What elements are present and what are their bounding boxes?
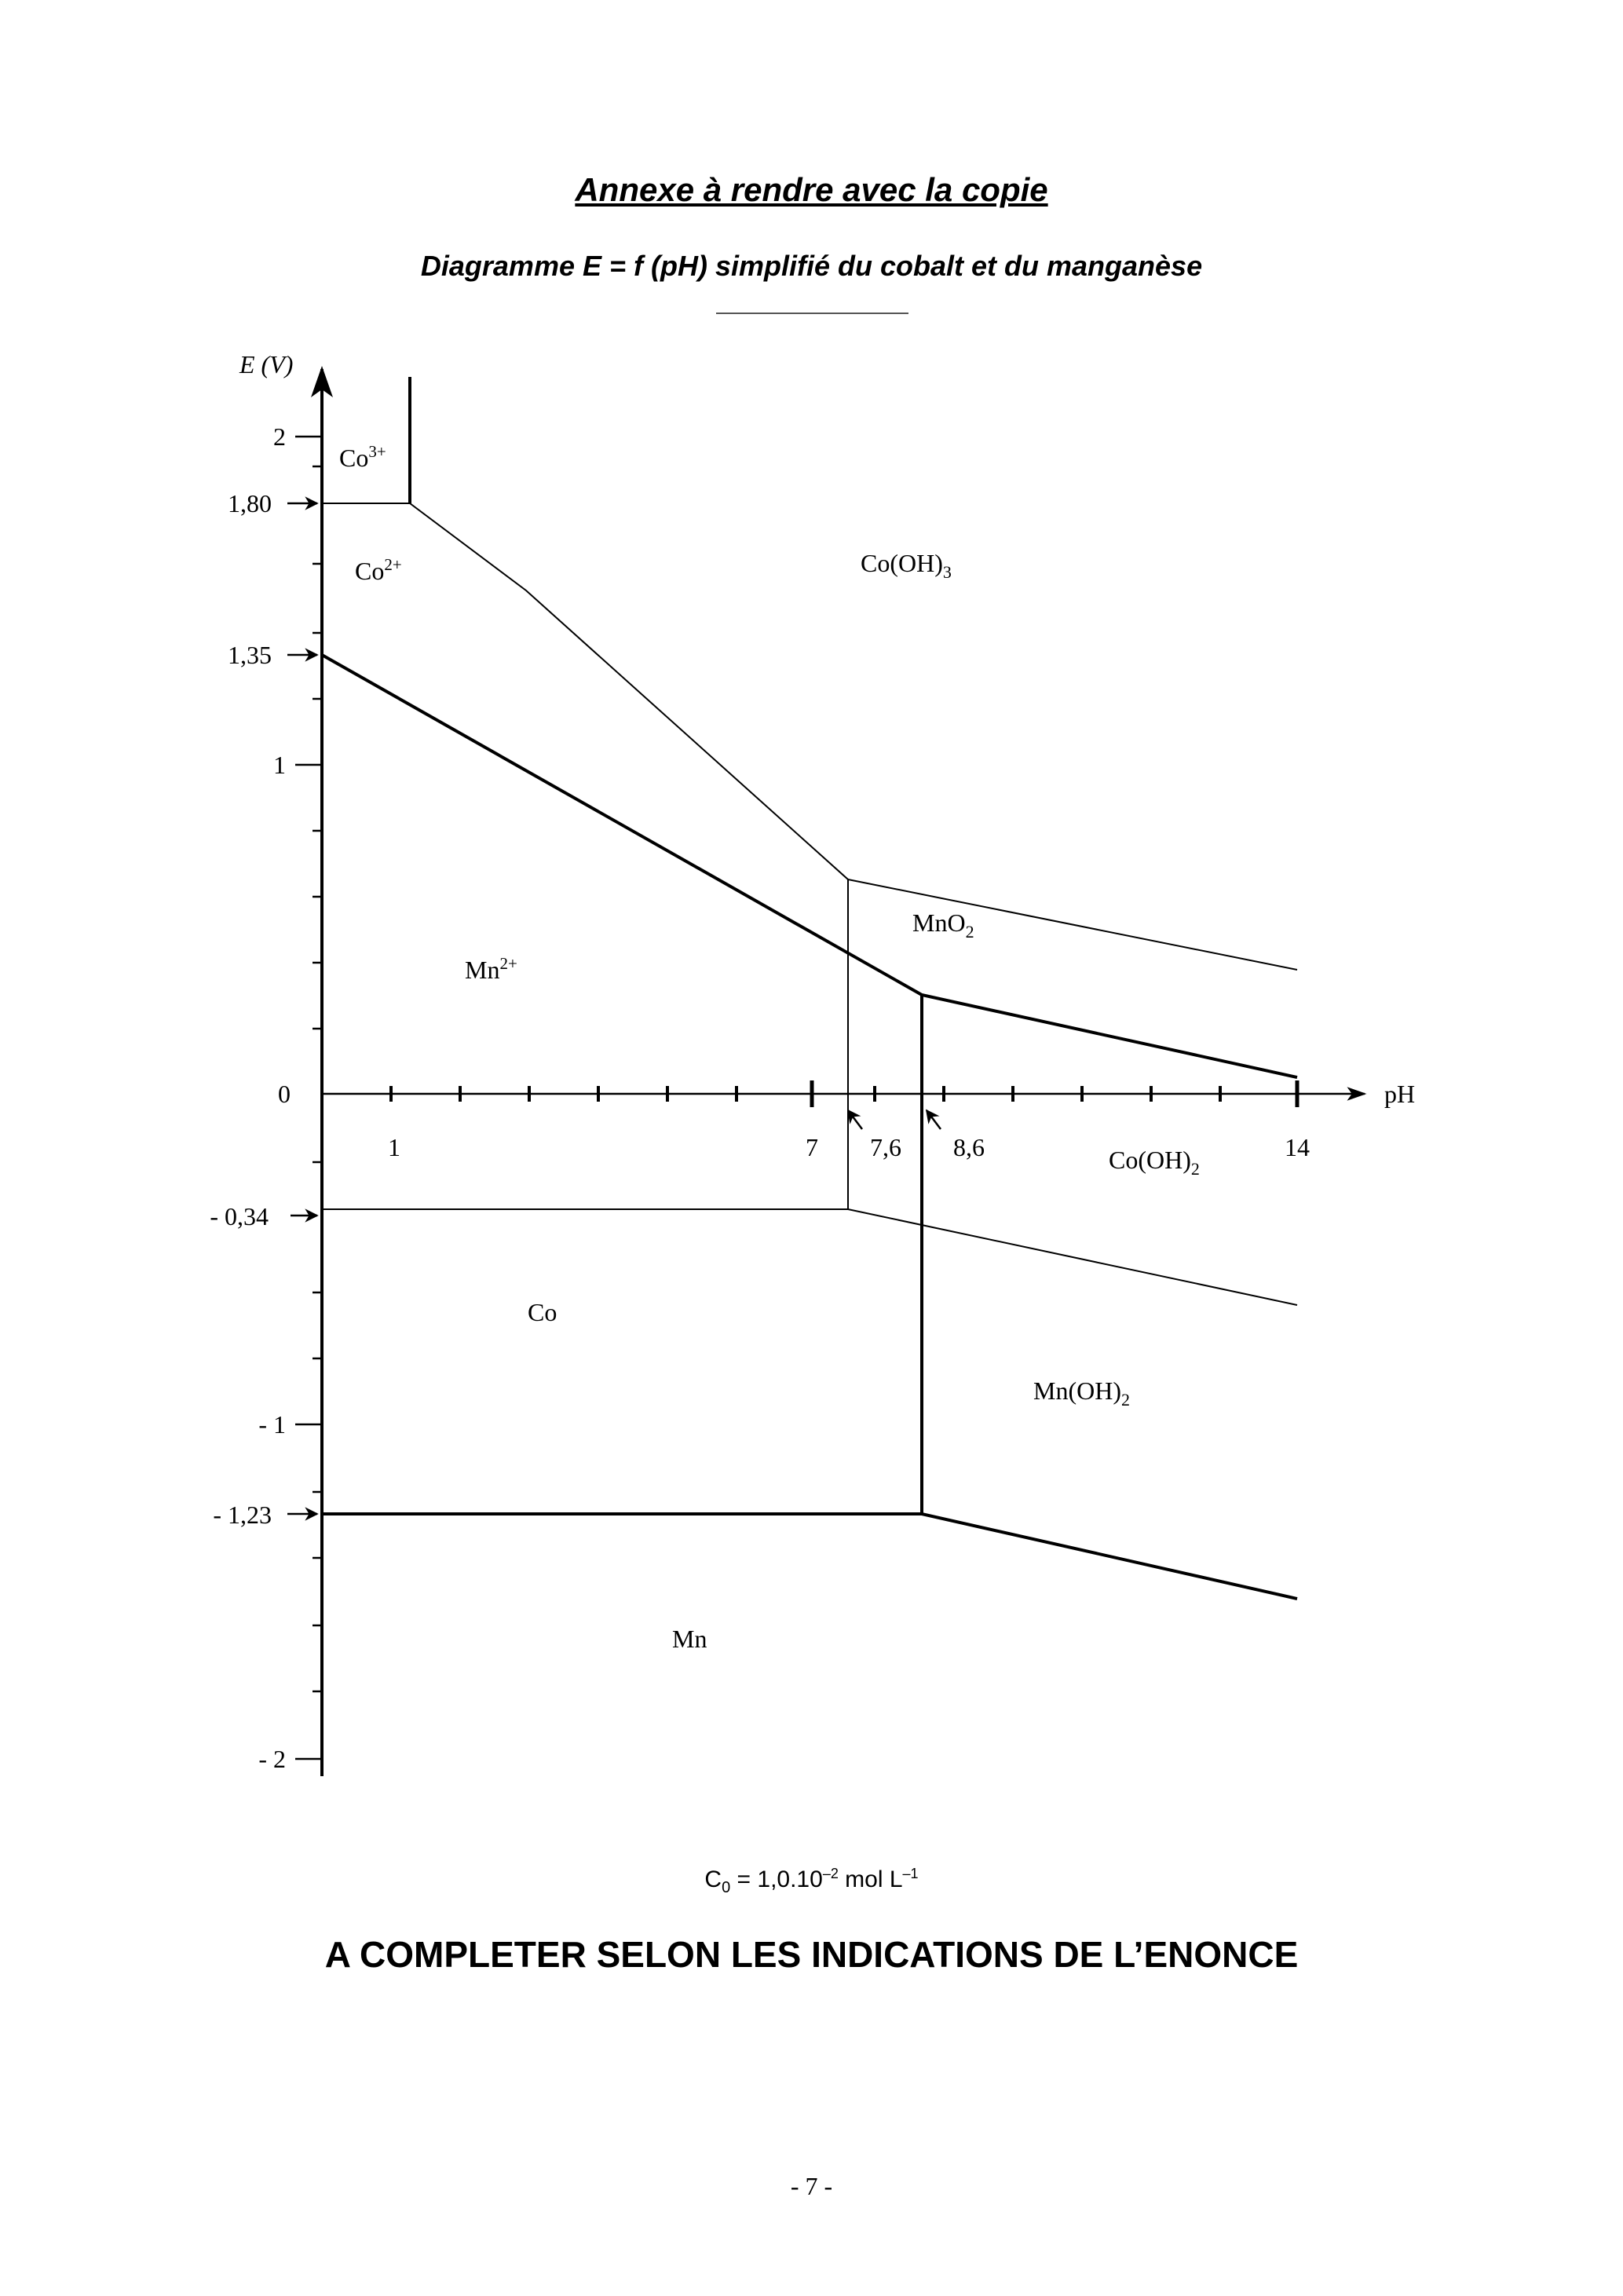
y-tick-label-minus-1: - 1 [258,1410,286,1439]
page-number: - 7 - [790,2172,833,2200]
species-label-co-oh-2: $Co(OH)_2$ [1109,1146,1200,1179]
species-label-mn2: $Mn^{2+}$ [465,954,517,984]
species-label-co: Co [528,1298,557,1326]
y-tick-label-2: 2 [273,422,286,451]
y-tick-label-minus-0-34: - 0,34 [210,1202,269,1230]
y-axis-label: E (V) [239,350,294,378]
species-label-mn: Mn [672,1625,707,1653]
species-label-mno2: MnO$_2$ [912,909,974,941]
x-tick-label-1: 1 [388,1133,400,1161]
x-tick-label-7-6: 7,6 [870,1133,901,1161]
species-label-co2: $Co^{2+}$ [355,555,402,585]
species-label-co-oh-3: $Co(OH)_3$ [861,549,952,582]
x-tick-label-7: 7 [806,1133,818,1161]
y-tick-label-minus-2: - 2 [258,1745,286,1773]
x-tick-arrow-8-6 [927,1110,941,1129]
concentration-note: $C_0 = 1,0.10^{-2}$ mol $L^{-1}$ [704,1866,919,1896]
species-label-mn-oh-2: $Mn(OH)_2$ [1033,1377,1130,1409]
y-tick-label-1-80: 1,80 [228,489,272,517]
completion-instruction: A COMPLETER SELON LES INDICATIONS DE L’ENONCE [324,1934,1299,1975]
manganese-boundaries [322,377,1297,1599]
species-label-co3: $Co^{3+}$ [339,442,386,472]
y-tick-label-minus-1-23: - 1,23 [213,1501,272,1529]
x-tick-label-14: 14 [1285,1133,1310,1161]
y-tick-label-1-35: 1,35 [228,641,272,669]
y-tick-label-1: 1 [273,751,286,779]
cobalt-boundaries [322,503,1297,1305]
x-tick-label-8-6: 8,6 [953,1133,985,1161]
x-tick-arrow-7-6 [848,1110,862,1129]
page-title: Annexe à rendre avec la copie [575,171,1048,208]
diagram-subtitle: Diagramme E = f (pH) simplifié du cobalt et du manganèse [420,250,1203,282]
y-tick-label-0: 0 [278,1080,291,1108]
x-axis-label: pH [1384,1080,1416,1108]
